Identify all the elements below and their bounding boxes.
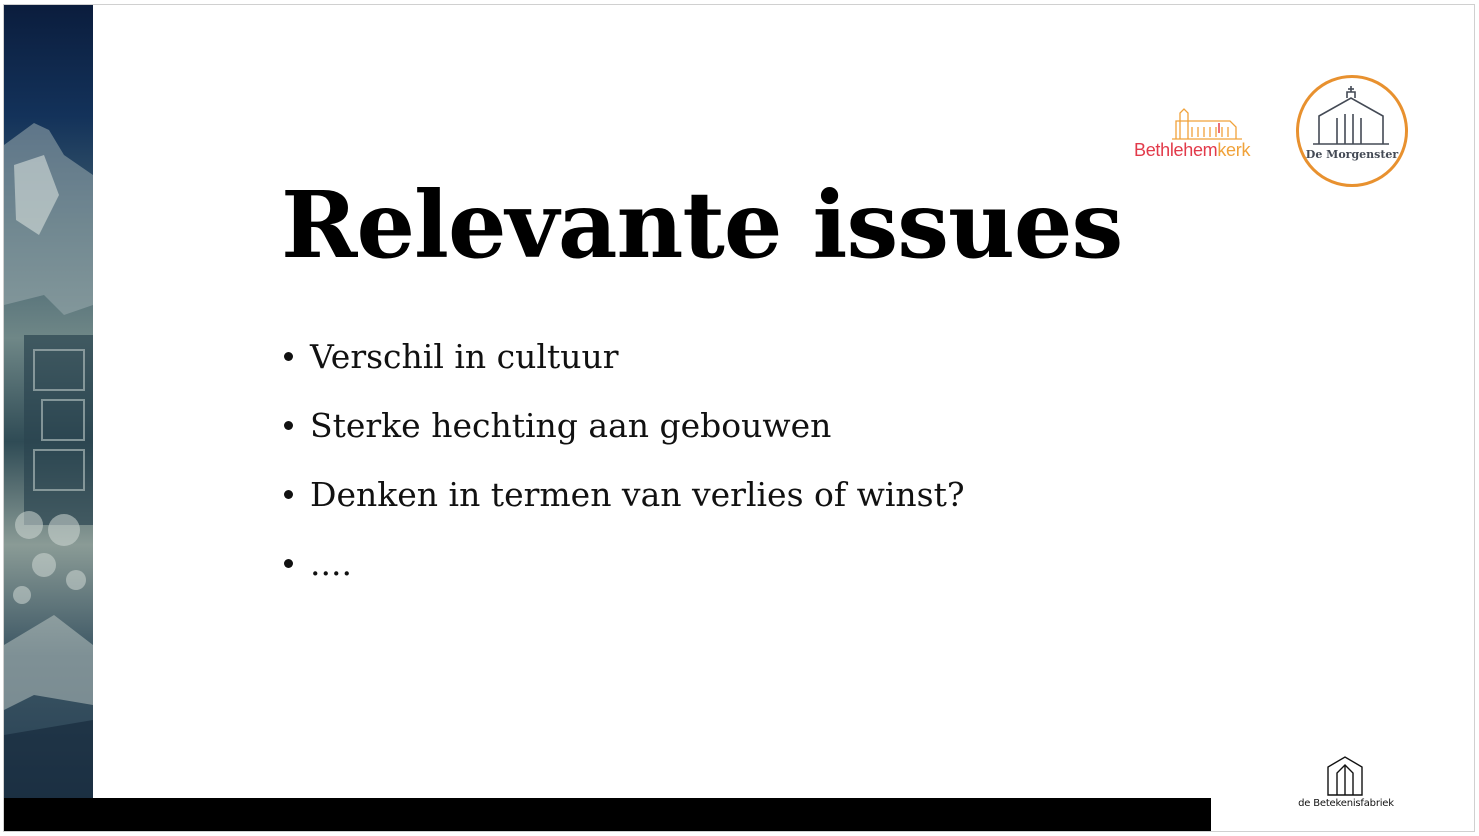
bethlehemkerk-wordmark bbox=[1134, 141, 1250, 159]
church-building-icon bbox=[1132, 103, 1277, 143]
bullet-list bbox=[284, 335, 965, 611]
bullet-text: Denken in termen van verlies of winst? bbox=[310, 475, 965, 514]
slide-title: Relevante issues bbox=[281, 171, 1123, 279]
bullet-item bbox=[284, 473, 965, 542]
bullet-dot-icon bbox=[284, 559, 293, 568]
slide bbox=[3, 4, 1475, 832]
bethlehemkerk-suffix: kerk bbox=[1217, 140, 1251, 160]
side-photo-image bbox=[4, 5, 93, 799]
bethlehemkerk-prefix: Bethlehem bbox=[1134, 140, 1218, 160]
logo-betekenisfabriek bbox=[1298, 755, 1394, 815]
bottom-bar bbox=[4, 798, 1211, 832]
betekenisfabriek-label: de Betekenisfabriek bbox=[1298, 798, 1394, 809]
bullet-dot-icon bbox=[284, 421, 293, 430]
bullet-item bbox=[284, 335, 965, 404]
church-building-icon bbox=[1299, 78, 1405, 184]
bullet-item bbox=[284, 542, 965, 611]
logo-bethlehemkerk bbox=[1132, 103, 1277, 165]
bullet-dot-icon bbox=[284, 352, 293, 361]
morgenster-label: De Morgenster bbox=[1305, 148, 1399, 161]
bullet-text: Verschil in cultuur bbox=[310, 337, 619, 376]
building-outline-icon bbox=[1298, 755, 1394, 797]
bullet-item bbox=[284, 404, 965, 473]
bullet-text: Sterke hechting aan gebouwen bbox=[310, 406, 832, 445]
bullet-text: .... bbox=[310, 544, 352, 583]
bullet-dot-icon bbox=[284, 490, 293, 499]
church-interior-photo bbox=[4, 5, 93, 799]
logo-morgenster bbox=[1296, 75, 1408, 187]
